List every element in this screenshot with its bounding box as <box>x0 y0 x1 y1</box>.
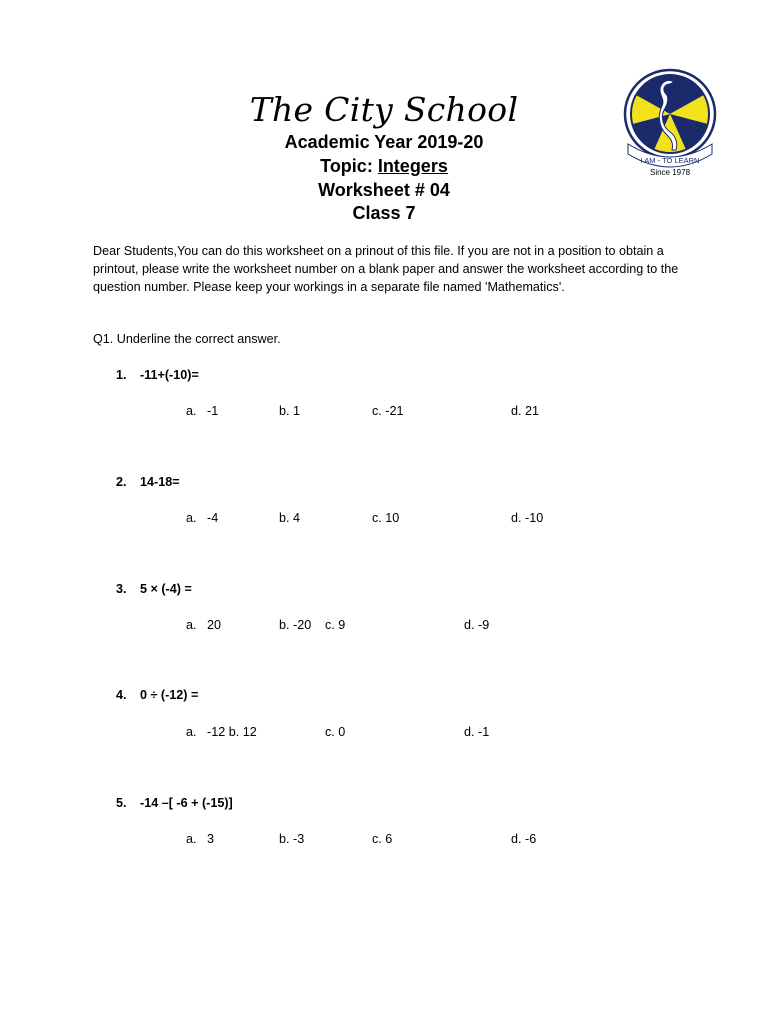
question-number: 5. <box>116 796 127 810</box>
question-expression: 5 × (-4) = <box>140 582 192 596</box>
question-number: 1. <box>116 368 127 382</box>
option-c: c. 0 <box>325 725 346 739</box>
option-a-b: a. -12 b. 12 <box>186 725 257 739</box>
option-c: c. 10 <box>372 511 400 525</box>
worksheet-number: Worksheet # 04 <box>318 180 450 200</box>
option-d: d. 21 <box>511 404 540 418</box>
class-level: Class 7 <box>352 203 416 223</box>
question-number: 2. <box>116 475 127 489</box>
academic-year: Academic Year 2019-20 <box>284 132 484 152</box>
option-a: a. 3 <box>186 832 215 846</box>
logo-motto: I AM - TO LEARN <box>640 156 700 165</box>
option-b: b. 1 <box>279 404 301 418</box>
option-b: b. 4 <box>279 511 301 525</box>
question-number: 3. <box>116 582 127 596</box>
school-title: The City School <box>249 90 519 129</box>
option-c: c. 6 <box>372 832 393 846</box>
option-d: d. -6 <box>511 832 537 846</box>
instructions-paragraph: Dear Students,You can do this worksheet on a prinout of this file. If you are not in a position to obtain a printout, please write the worksheet number on a blank paper and answer the worksheet according to the question number. Please keep your workings in a separate file named 'Mathematics'. <box>93 244 679 294</box>
option-b: b. -3 <box>279 832 305 846</box>
question-number: 4. <box>116 688 127 702</box>
question-expression: -14 –[ -6 + (-15)] <box>140 796 233 810</box>
option-d: d. -1 <box>464 725 490 739</box>
logo-since: Since 1978 <box>649 168 691 177</box>
option-d: d. -9 <box>464 618 490 632</box>
question-expression: 14-18= <box>140 475 180 489</box>
question-expression: 0 ÷ (-12) = <box>140 688 199 702</box>
school-logo <box>620 66 720 182</box>
option-d: d. -10 <box>511 511 544 525</box>
option-a: a. -1 <box>186 404 219 418</box>
option-a: a. -4 <box>186 511 219 525</box>
topic-value: Integers <box>377 156 448 176</box>
question-expression: -11+(-10)= <box>140 368 199 382</box>
topic-label: Topic: <box>320 156 378 176</box>
option-b: b. -20 <box>279 618 312 632</box>
option-a: a. 20 <box>186 618 222 632</box>
q1-prompt: Q1. Underline the correct answer. <box>93 332 281 346</box>
option-c: c. -21 <box>372 404 404 418</box>
option-c: c. 9 <box>325 618 346 632</box>
